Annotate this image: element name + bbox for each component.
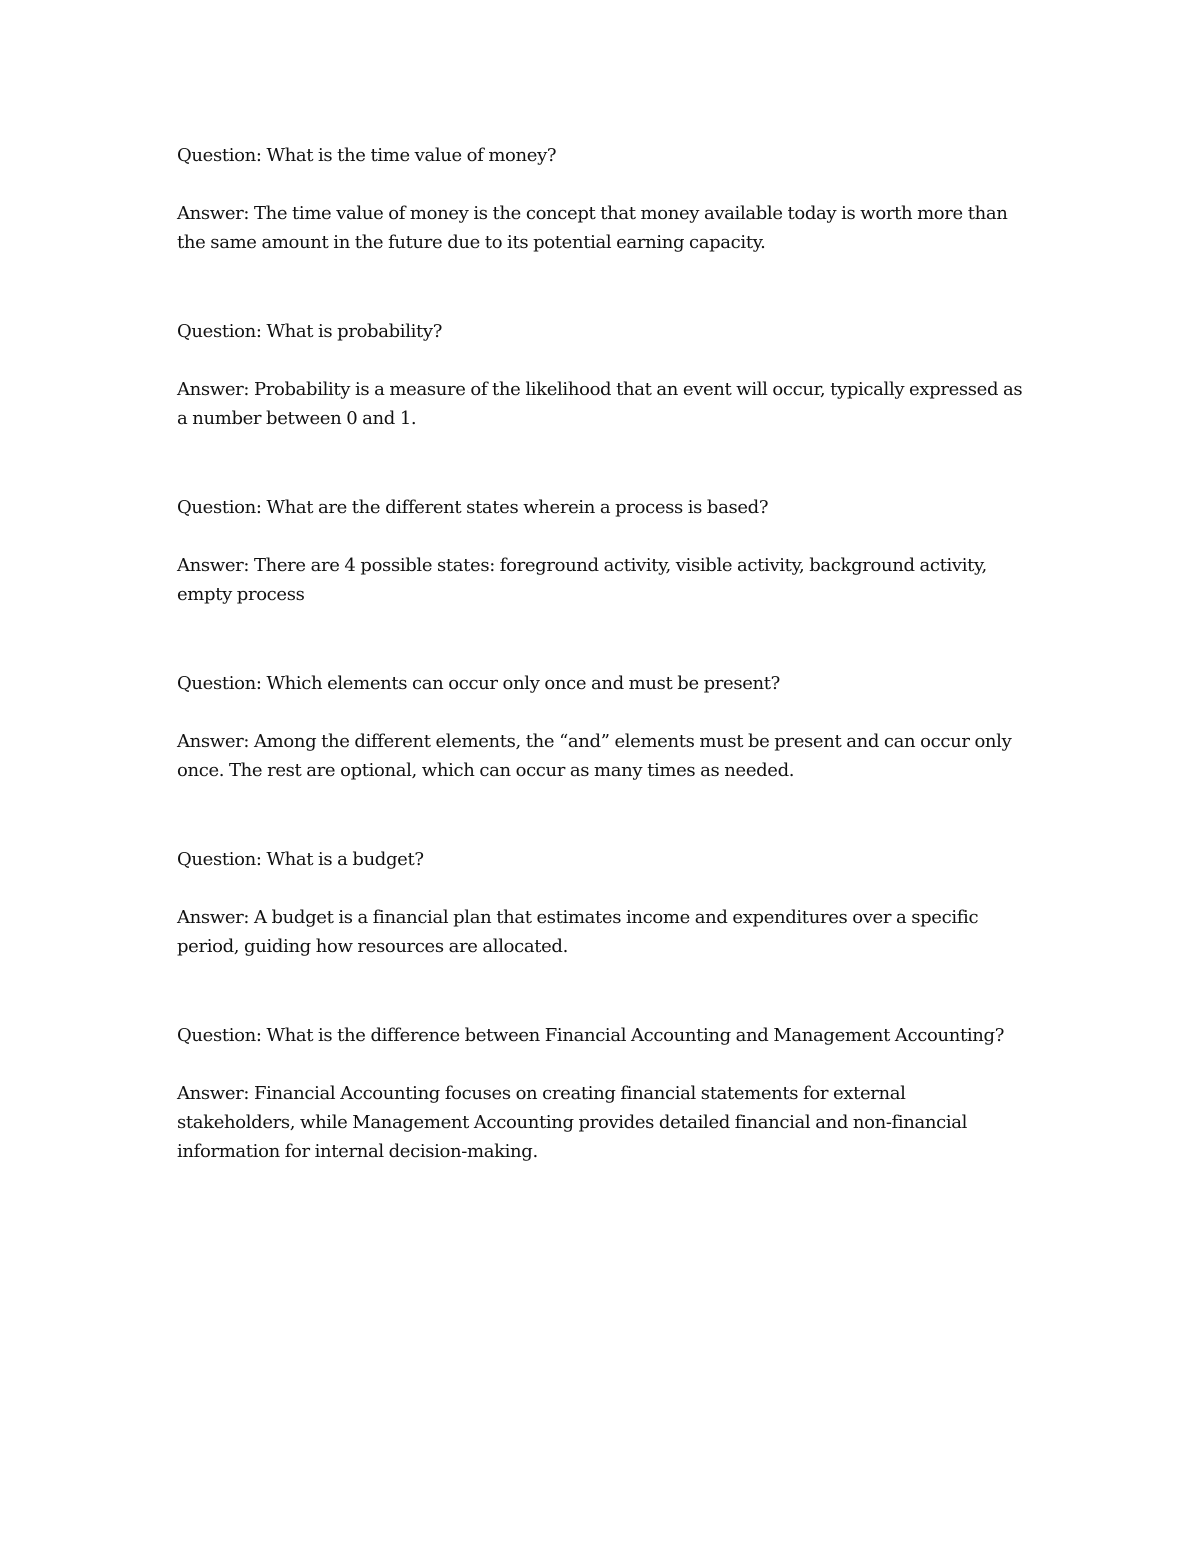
question-text: Question: What is a budget? — [177, 849, 424, 870]
question-text: Question: What is probability? — [177, 321, 443, 342]
answer-text: Answer: Among the different elements, the “and” elements must be present and can occur only once. The rest are optional, which can occur as many times as needed. — [177, 731, 1012, 781]
qa-item-time-value-of-money — [177, 141, 1027, 257]
qa-item-budget — [177, 845, 1027, 961]
answer-text: Answer: Financial Accounting focuses on creating financial statements for external stakeholders, while Management Accounting provides detailed financial and non-financial information for internal decision-making. — [177, 1083, 968, 1162]
answer-text: Answer: Probability is a measure of the likelihood that an event will occur, typically expressed as a number between 0 and 1. — [177, 379, 1023, 429]
answer-text: Answer: A budget is a financial plan that estimates income and expenditures over a specific period, guiding how resources are allocated. — [177, 907, 979, 957]
answer-text: Answer: The time value of money is the concept that money available today is worth more than the same amount in the future due to its potential earning capacity. — [177, 203, 1008, 253]
answer-text: Answer: There are 4 possible states: foreground activity, visible activity, background activity, empty process — [177, 555, 987, 605]
question-text: Question: Which elements can occur only once and must be present? — [177, 673, 780, 694]
document-content — [177, 141, 1027, 1226]
question-text: Question: What is the time value of money? — [177, 145, 557, 166]
question-text: Question: What are the different states wherein a process is based? — [177, 497, 769, 518]
qa-item-process-states — [177, 493, 1027, 609]
question-text: Question: What is the difference between Financial Accounting and Management Accounting? — [177, 1025, 1004, 1046]
qa-item-elements — [177, 669, 1027, 785]
qa-item-accounting — [177, 1021, 1027, 1166]
qa-item-probability — [177, 317, 1027, 433]
